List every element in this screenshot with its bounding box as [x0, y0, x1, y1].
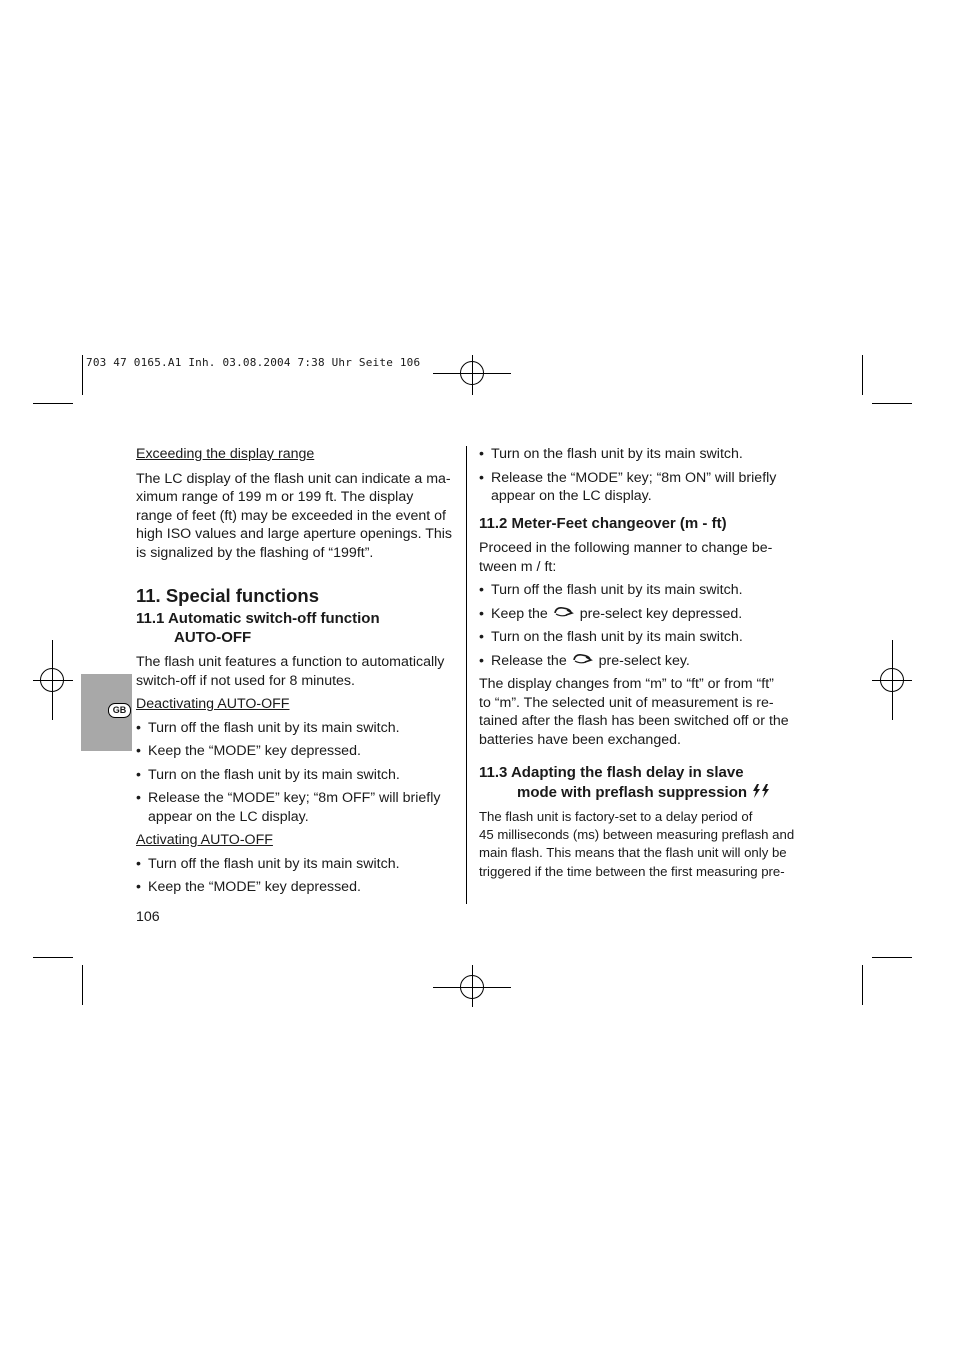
text-line: appear on the LC display.: [491, 488, 652, 504]
text-line: The display changes from “m” to “ft” or from “ft”: [479, 676, 774, 692]
text-span: mode with preflash suppression: [517, 783, 748, 801]
meter-result: [479, 675, 809, 749]
meter-intro: [479, 539, 809, 576]
exceed-paragraph: [136, 470, 456, 563]
list-item: [136, 789, 456, 826]
registration-circle: [460, 361, 484, 385]
text-line: triggered if the time between the first measuring pre-: [479, 863, 785, 879]
text-line: to “m”. The selected unit of measurement is re-: [479, 694, 774, 711]
list-item: • Turn on the flash unit by its main switch.: [479, 628, 809, 647]
preflash-suppression-icon: [751, 783, 773, 799]
crop-mark: [33, 403, 73, 404]
activate-heading: Activating AUTO-OFF: [136, 832, 273, 848]
list-item: • Turn off the flash unit by its main switch.: [479, 581, 809, 600]
text-line: switch-off if not used for 8 minutes.: [136, 672, 355, 689]
crop-mark: [872, 957, 912, 958]
crop-mark: [82, 965, 83, 1005]
text-line: main flash. This means that the flash unit will only be: [479, 845, 787, 861]
text-line: Proceed in the following manner to change be-: [479, 540, 773, 556]
text-line: batteries have been exchanged.: [479, 731, 681, 748]
list-item: [479, 652, 809, 671]
text-line: • Release the “MODE” key; “8m OFF” will briefly: [148, 790, 441, 806]
text-line: high ISO values and large aperture openings. This: [136, 526, 453, 542]
text-span: Keep the: [491, 605, 548, 622]
deactivate-heading: Deactivating AUTO-OFF: [136, 696, 290, 712]
exceed-heading: Exceeding the display range: [136, 446, 315, 462]
text-line: is signalized by the flashing of “199ft”.: [136, 544, 374, 561]
section-title: 11. Special functions: [136, 585, 320, 606]
text-line: range of feet (ft) may be exceeded in the event of: [136, 507, 446, 524]
text-span: pre-select key depressed.: [579, 605, 743, 622]
text-line: tween m / ft:: [479, 558, 557, 575]
text-line: ximum range of 199 m or 199 ft. The display: [136, 489, 414, 505]
print-slug: 703 47 0165.A1 Inh. 03.08.2004 7:38 Uhr Seite 106: [86, 356, 421, 369]
subsection-title: 11.1 Automatic switch-off function: [136, 610, 380, 627]
list-item: • Turn on the flash unit by its main switch.: [479, 445, 809, 464]
text-line: The flash unit is factory-set to a delay period of: [479, 809, 753, 824]
right-column: [479, 445, 809, 881]
crop-mark: [872, 403, 912, 404]
preselect-key-icon: [571, 652, 595, 666]
list-item: • Turn off the flash unit by its main switch.: [136, 719, 456, 738]
registration-circle: [880, 668, 904, 692]
subsection-title-cont: [479, 783, 809, 803]
intro-paragraph: [136, 653, 456, 690]
text-span: Release the: [491, 652, 567, 669]
left-column: [136, 445, 456, 897]
list-item: [479, 469, 809, 506]
crop-mark: [862, 355, 863, 395]
registration-circle: [40, 668, 64, 692]
text-line: The flash unit features a function to automatically: [136, 654, 445, 670]
subsection-title-cont: AUTO-OFF: [174, 628, 252, 646]
list-item: • Keep the “MODE” key depressed.: [136, 878, 456, 897]
delay-paragraph: [479, 808, 809, 881]
text-line: appear on the LC display.: [148, 808, 309, 825]
text-line: • Release the “MODE” key; “8m ON” will briefly: [491, 469, 777, 486]
language-badge: GB: [108, 703, 131, 718]
registration-circle: [460, 975, 484, 999]
list-item: • Keep the “MODE” key depressed.: [136, 742, 456, 761]
list-item: • Turn off the flash unit by its main switch.: [136, 855, 456, 874]
text-line: tained after the flash has been switched off or the: [479, 713, 789, 729]
list-item: [479, 605, 809, 624]
preselect-key-icon: [552, 605, 576, 619]
text-span: pre-select key.: [598, 652, 690, 669]
text-line: 45 milliseconds (ms) between measuring preflash and: [479, 827, 795, 843]
subsection-title: 11.3 Adapting the flash delay in slave: [479, 764, 744, 781]
text-line: The LC display of the flash unit can indicate a ma-: [136, 470, 451, 487]
crop-mark: [82, 355, 83, 395]
subsection-title: 11.2 Meter-Feet changeover (m - ft): [479, 514, 727, 532]
column-divider: [466, 446, 467, 904]
page-number: 106: [136, 909, 160, 925]
list-item: • Turn on the flash unit by its main switch.: [136, 766, 456, 785]
crop-mark: [862, 965, 863, 1005]
crop-mark: [33, 957, 73, 958]
